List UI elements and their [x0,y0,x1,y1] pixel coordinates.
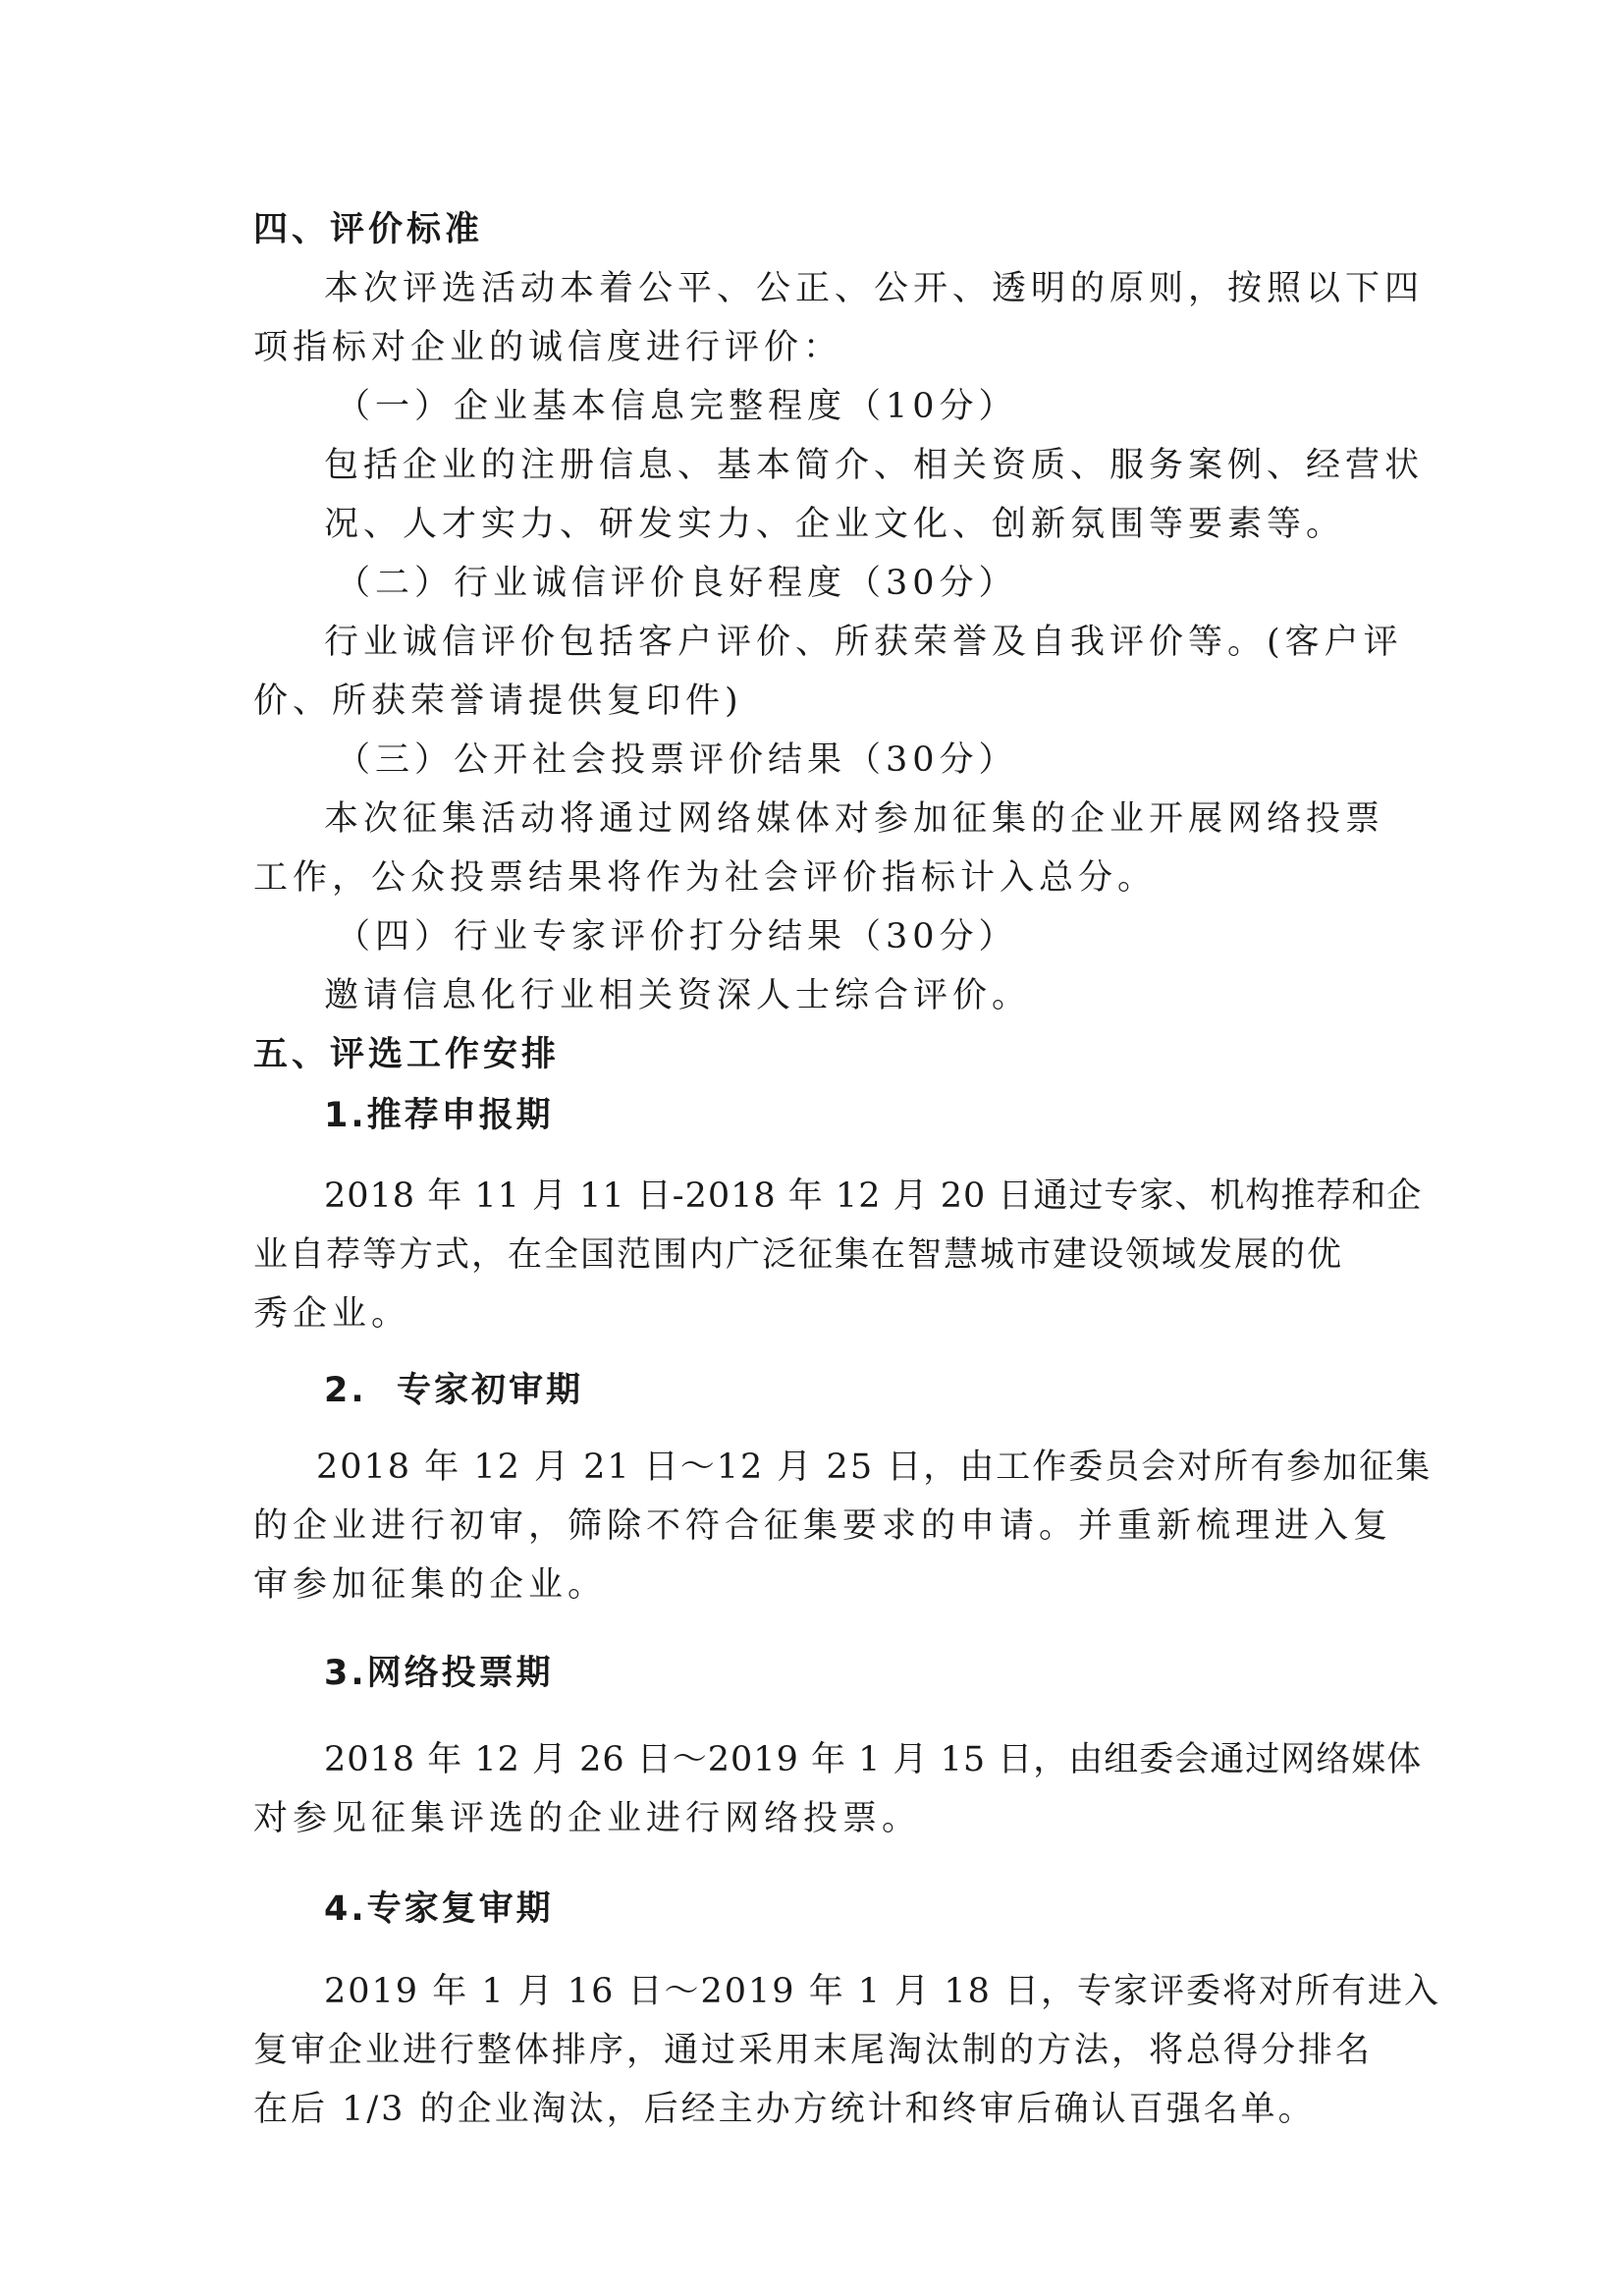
phase-2-line-2: 的企业进行初审，筛除不符合征集要求的申请。并重新梳理进入复 [253,1506,1393,1546]
phase-4-line-2: 复审企业进行整体排序，通过采用末尾淘汰制的方法，将总得分排名 [253,2031,1374,2070]
criterion-1-title: （一）企业基本信息完整程度（10分） [336,387,1018,426]
criterion-3-line-2: 工作，公众投票结果将作为社会评价指标计入总分。 [253,858,1158,898]
phase-1-line-2: 业自荐等方式，在全国范围内广泛征集在智慧城市建设领域发展的优 [253,1235,1344,1275]
section-4-intro-line-2: 项指标对企业的诚信度进行评价： [253,328,843,367]
phase-2-line-1: 2018 年 12 月 21 日～12 月 25 日，由工作委员会对所有参加征集 [316,1448,1433,1487]
criterion-4-title: （四）行业专家评价打分结果（30分） [336,917,1018,957]
criterion-2-line-1: 行业诚信评价包括客户评价、所获荣誉及自我评价等。(客户评 [324,623,1403,662]
criterion-2-line-2: 价、所获荣誉请提供复印件) [253,682,743,721]
criterion-4-line-1: 邀请信息化行业相关资深人士综合评价。 [324,976,1032,1015]
criterion-2-title: （二）行业诚信评价良好程度（30分） [336,564,1018,603]
phase-2-title: 2. 专家初审期 [324,1371,584,1410]
criterion-3-line-1: 本次征集活动将通过网络媒体对参加征集的企业开展网络投票 [324,799,1385,839]
phase-1-title: 1.推荐申报期 [324,1096,554,1135]
phase-4-line-3: 在后 1/3 的企业淘汰，后经主办方统计和终审后确认百强名单。 [253,2090,1316,2129]
phase-3-line-2: 对参见征集评选的企业进行网络投票。 [253,1799,922,1838]
section-4-intro-line-1: 本次评选活动本着公平、公正、公开、透明的原则，按照以下四 [324,269,1425,308]
criterion-1-line-2: 况、人才实力、研发实力、企业文化、创新氛围等要素等。 [324,505,1346,544]
criterion-3-title: （三）公开社会投票评价结果（30分） [336,740,1018,780]
phase-2-line-3: 审参加征集的企业。 [253,1565,608,1605]
phase-3-line-1: 2018 年 12 月 26 日～2019 年 1 月 15 日，由组委会通过网络媒体 [324,1740,1423,1779]
section-4-title: 四、评价标准 [253,210,484,249]
phase-3-title: 3.网络投票期 [324,1654,554,1693]
section-5-title: 五、评选工作安排 [253,1035,561,1074]
phase-4-line-1: 2019 年 1 月 16 日～2019 年 1 月 18 日，专家评委将对所有进入 [324,1972,1441,2011]
criterion-1-line-1: 包括企业的注册信息、基本简介、相关资质、服务案例、经营状 [324,446,1425,485]
phase-1-line-1: 2018 年 11 月 11 日-2018 年 12 月 20 日通过专家、机构推荐和企 [324,1176,1423,1216]
phase-4-title: 4.专家复审期 [324,1889,554,1929]
phase-1-line-3: 秀企业。 [253,1294,411,1334]
